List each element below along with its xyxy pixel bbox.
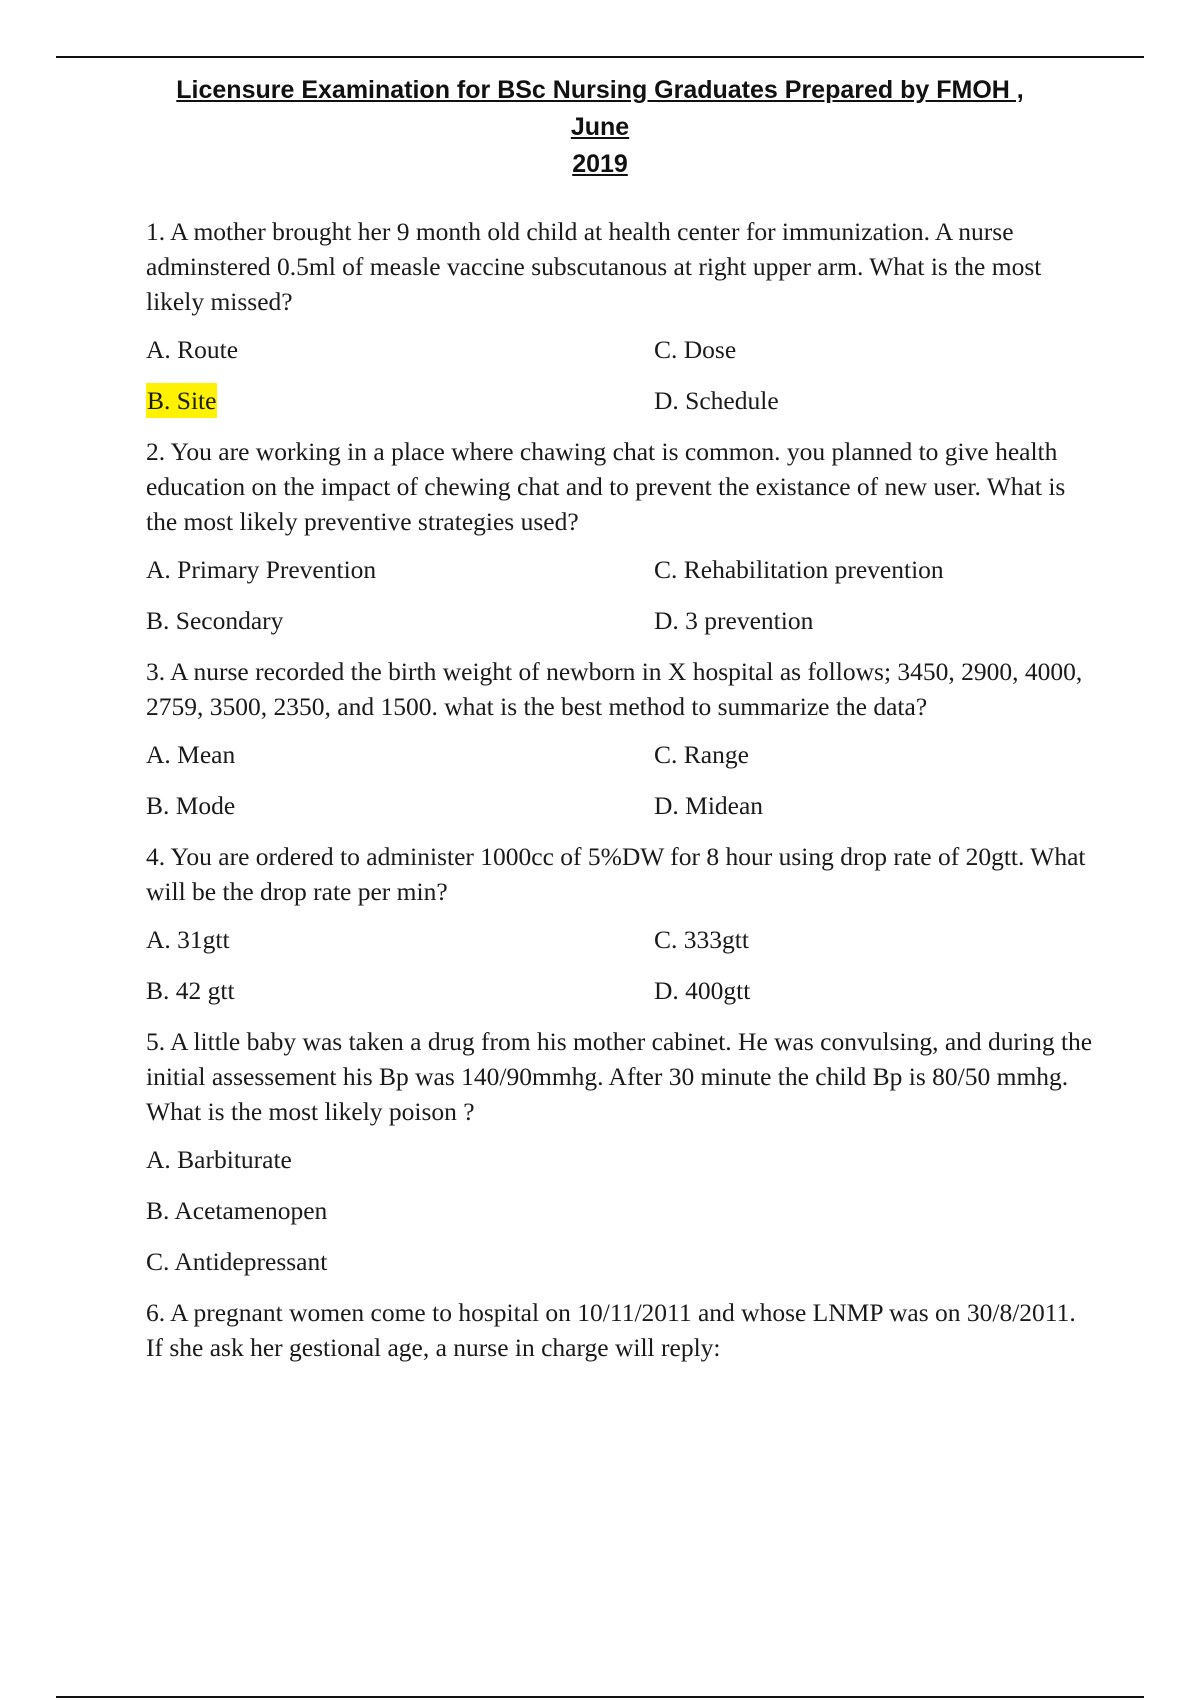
top-rule (56, 56, 1144, 58)
question-4-options (146, 922, 1096, 1024)
q4-option-c: C. 333gtt (654, 925, 749, 954)
question-1 (146, 214, 1096, 434)
question-5-text: 5. A little baby was taken a drug from his mother cabinet. He was convulsing, and during the initial assessement his Bp was 140/90mmhg. After 30 minute the child Bp is 80/50 mmhg. What is the most likely poison ? (146, 1027, 1093, 1126)
q1-option-d: D. Schedule (654, 386, 779, 415)
question-5 (146, 1024, 1096, 1295)
question-6-text: 6. A pregnant women come to hospital on 10/11/2011 and whose LNMP was on 30/8/2011. If she ask her gestional age, a nurse in charge will reply: (146, 1298, 1076, 1362)
question-3-text: 3. A nurse recorded the birth weight of newborn in X hospital as follows; 3450, 2900, 4000, 2759, 3500, 2350, and 1500. what is the best method to summarize the data? (146, 657, 1083, 721)
q4-option-b: B. 42 gtt (146, 976, 235, 1005)
q1-option-a: A. Route (146, 335, 239, 364)
q5-option-c: C. Antidepressant (146, 1247, 328, 1276)
q2-option-d: D. 3 prevention (654, 606, 814, 635)
q2-option-b: B. Secondary (146, 606, 284, 635)
q2-option-c: C. Rehabilitation prevention (654, 555, 944, 584)
question-2 (146, 434, 1096, 654)
q3-option-d: D. Midean (654, 791, 764, 820)
question-1-text: 1. A mother brought her 9 month old child at health center for immunization. A nurse adminstered 0.5ml of measle vaccine subscutanous at right upper arm. What is the most likely missed? (146, 217, 1042, 316)
q3-option-a: A. Mean (146, 740, 236, 769)
page-title (150, 72, 1050, 183)
question-3-options (146, 737, 1096, 839)
question-6 (146, 1295, 1096, 1365)
q5-option-b: B. Acetamenopen (146, 1196, 328, 1225)
title-line-1: Licensure Examination for BSc Nursing Graduates Prepared by FMOH , June (176, 76, 1024, 141)
question-2-text: 2. You are working in a place where chawing chat is common. you planned to give health education on the impact of chewing chat and to prevent the existance of new user. What is the most likely preventive strategies used? (146, 437, 1066, 536)
question-4 (146, 839, 1096, 1024)
bottom-rule (56, 1696, 1144, 1698)
q4-option-a: A. 31gtt (146, 925, 230, 954)
question-2-options (146, 552, 1096, 654)
q1-option-c: C. Dose (654, 335, 737, 364)
question-4-text: 4. You are ordered to administer 1000cc of 5%DW for 8 hour using drop rate of 20gtt. What will be the drop rate per min? (146, 842, 1086, 906)
q2-option-a: A. Primary Prevention (146, 555, 377, 584)
question-3 (146, 654, 1096, 839)
question-5-options (146, 1142, 1096, 1295)
q1-option-b-highlighted: B. Site (146, 383, 217, 418)
q4-option-d: D. 400gtt (654, 976, 751, 1005)
question-list (146, 214, 1096, 1378)
question-1-options (146, 332, 1096, 434)
title-line-2: 2019 (572, 150, 628, 178)
q3-option-c: C. Range (654, 740, 749, 769)
q3-option-b: B. Mode (146, 791, 236, 820)
q5-option-a: A. Barbiturate (146, 1145, 292, 1174)
